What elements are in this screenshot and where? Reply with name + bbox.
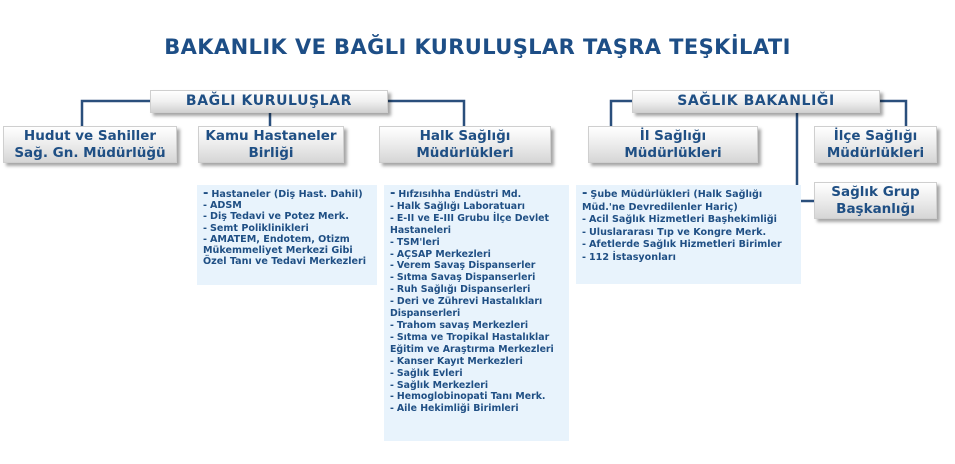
header-bagli-label: BAĞLI KURULUŞLAR (185, 93, 353, 109)
unit-halk-line2: Müdürlükleri (416, 144, 514, 161)
list-item: - Sağlık Evleri (390, 367, 463, 379)
unit-il-sagligi (588, 126, 758, 163)
list-item: - Kanser Kayıt Merkezleri (390, 355, 523, 367)
list-item: - Verem Savaş Dispanserler (390, 260, 536, 272)
list-item: - AÇSAP Merkezleri (390, 248, 491, 260)
list-item: - Ruh Sağlığı Dispanserleri (390, 284, 531, 296)
list-il-sagligi (576, 185, 801, 284)
unit-grup-line1: Sağlık Grup (831, 183, 920, 200)
unit-kamu-hastaneler (198, 126, 344, 163)
list-item: - Sıtma ve Tropikal Hastalıklar Eğitim ve Araştırma Merkezleri (390, 331, 554, 355)
list-item: - Şube Müdürlükleri (Halk Sağlığı Müd.'ne Devredilenler Hariç) (582, 186, 763, 213)
list-item: - Aile Hekimliği Birimleri (390, 403, 519, 415)
unit-hudut-sahiller (3, 126, 177, 163)
unit-ilce-line1: İlçe Sağlığı (833, 127, 918, 144)
header-bakanlik-label: SAĞLIK BAKANLIĞI (677, 93, 835, 109)
unit-halk-sagligi (379, 126, 551, 163)
unit-grup-line2: Başkanlığı (836, 200, 915, 217)
list-item: - Deri ve Zührevi Hastalıkları Dispanserleri (390, 296, 543, 320)
list-item: - Acil Sağlık Hizmetleri Başhekimliği (582, 214, 777, 226)
unit-ilce-line2: Müdürlükleri (826, 144, 925, 161)
unit-hudut-line2: Sağ. Gn. Müdürlüğü (14, 144, 166, 161)
connector-halk (388, 101, 464, 128)
list-item: - Uluslararası Tıp ve Kongre Merk. (582, 226, 767, 238)
list-item: - Diş Tedavi ve Potez Merk. (203, 211, 349, 223)
list-item: - Afetlerde Sağlık Hizmetleri Birimler (582, 239, 782, 251)
list-item: - Halk Sağlığı Laboratuarı (390, 200, 525, 212)
connector-il (611, 101, 632, 128)
unit-ilce-sagligi (814, 126, 937, 163)
unit-kamu-line2: Birliği (248, 144, 294, 161)
list-item: - 112 İstasyonları (582, 251, 676, 263)
header-bagli-kuruluslar (150, 90, 388, 113)
list-item: - Trahom savaş Merkezleri (390, 319, 529, 331)
list-item: - Hemoglobinopati Tanı Merk. (390, 391, 546, 403)
unit-hudut-line1: Hudut ve Sahiller (23, 127, 157, 144)
list-item: - TSM'leri (390, 236, 440, 248)
list-item: - Semt Poliklinikleri (203, 222, 309, 234)
unit-kamu-line1: Kamu Hastaneler (205, 127, 337, 144)
unit-halk-line1: Halk Sağlığı (419, 127, 511, 144)
unit-saglik-grup (814, 182, 937, 219)
list-item: - E-II ve E-III Grubu İlçe Devlet Hastaneleri (390, 212, 550, 236)
unit-il-line1: İl Sağlığı (639, 127, 707, 144)
list-item: - Hıfzısıhha Endüstri Md. (390, 186, 522, 201)
unit-il-line2: Müdürlükleri (624, 144, 722, 161)
list-item: - Sağlık Merkezleri (390, 379, 489, 391)
header-saglik-bakanligi (632, 90, 880, 113)
connector-hudut (82, 101, 150, 128)
page-title: BAKANLIK VE BAĞLI KURULUŞLAR TAŞRA TEŞKİLATI (164, 35, 791, 59)
list-halk-sagligi (384, 185, 569, 441)
list-item: - AMATEM, Endotem, Otizm Mükemmeliyet Merkezi Gibi Özel Tanı ve Tedavi Merkezleri (203, 233, 367, 268)
list-item: - Sıtma Savaş Dispanserleri (390, 272, 536, 284)
list-item: - Hastaneler (Diş Hast. Dahil) (203, 186, 363, 201)
connector-ilce (880, 101, 906, 128)
list-kamu-hastaneler (197, 185, 377, 285)
list-item: - ADSM (203, 200, 242, 212)
